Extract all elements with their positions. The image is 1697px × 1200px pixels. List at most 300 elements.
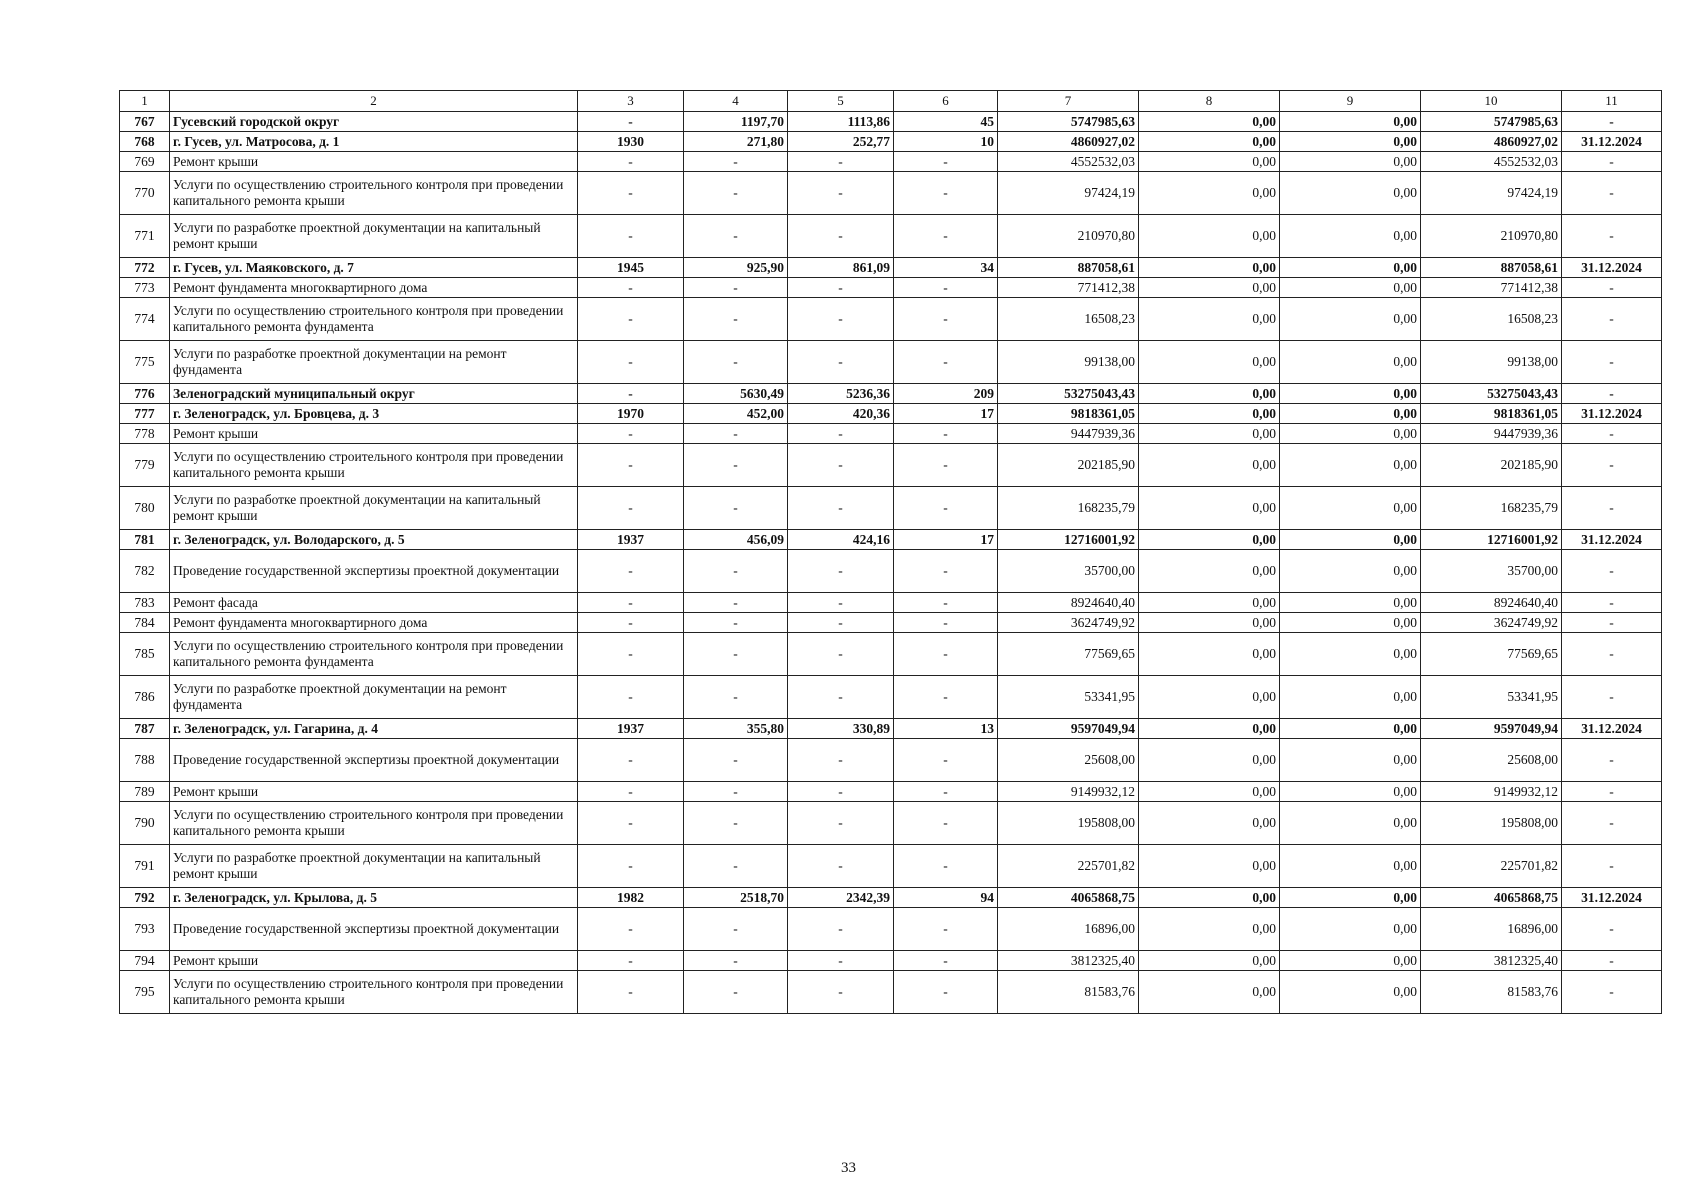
table-row xyxy=(120,341,1662,384)
table-cell-col-9: 0,00 xyxy=(1280,152,1421,172)
table-cell-col-8: 0,00 xyxy=(1139,593,1280,613)
table-row xyxy=(120,719,1662,739)
header-cell: 7 xyxy=(998,91,1139,112)
table-cell-col-1: 792 xyxy=(120,888,170,908)
table-cell-col-3: - xyxy=(578,487,684,530)
table-row xyxy=(120,613,1662,633)
table-cell-col-7: 4552532,03 xyxy=(998,152,1139,172)
table-cell-col-1: 783 xyxy=(120,593,170,613)
table-body xyxy=(120,91,1662,1014)
table-cell-col-6: - xyxy=(894,845,998,888)
table-row xyxy=(120,278,1662,298)
table-row xyxy=(120,845,1662,888)
table-cell-col-7: 9818361,05 xyxy=(998,404,1139,424)
header-cell: 2 xyxy=(170,91,578,112)
table-cell-col-7: 3812325,40 xyxy=(998,951,1139,971)
table-cell-col-9: 0,00 xyxy=(1280,739,1421,782)
table-cell-col-10: 887058,61 xyxy=(1421,258,1562,278)
table-cell-col-2: Услуги по осуществлению строительного контроля при проведении капитального ремонта крыши xyxy=(170,444,578,487)
table-cell-col-3: - xyxy=(578,278,684,298)
table-cell-col-4: 271,80 xyxy=(684,132,788,152)
table-cell-col-5: 252,77 xyxy=(788,132,894,152)
table-cell-col-6: - xyxy=(894,550,998,593)
table-cell-col-3: - xyxy=(578,613,684,633)
table-cell-col-9: 0,00 xyxy=(1280,384,1421,404)
table-cell-col-7: 81583,76 xyxy=(998,971,1139,1014)
table-cell-col-8: 0,00 xyxy=(1139,215,1280,258)
table-cell-col-6: - xyxy=(894,444,998,487)
header-cell: 11 xyxy=(1562,91,1662,112)
table-cell-col-2: Ремонт крыши xyxy=(170,951,578,971)
table-cell-col-7: 4860927,02 xyxy=(998,132,1139,152)
table-cell-col-8: 0,00 xyxy=(1139,633,1280,676)
table-cell-col-5: - xyxy=(788,739,894,782)
table-cell-col-7: 195808,00 xyxy=(998,802,1139,845)
table-cell-col-9: 0,00 xyxy=(1280,845,1421,888)
table-cell-col-7: 168235,79 xyxy=(998,487,1139,530)
table-cell-col-10: 4552532,03 xyxy=(1421,152,1562,172)
table-cell-col-3: - xyxy=(578,152,684,172)
table-cell-col-6: - xyxy=(894,782,998,802)
table-cell-col-5: - xyxy=(788,172,894,215)
table-cell-col-6: 45 xyxy=(894,112,998,132)
table-cell-col-8: 0,00 xyxy=(1139,258,1280,278)
table-cell-col-3: - xyxy=(578,298,684,341)
table-cell-col-2: г. Зеленоградск, ул. Крылова, д. 5 xyxy=(170,888,578,908)
table-cell-col-2: г. Гусев, ул. Матросова, д. 1 xyxy=(170,132,578,152)
table-cell-col-10: 53341,95 xyxy=(1421,676,1562,719)
table-cell-col-7: 225701,82 xyxy=(998,845,1139,888)
table-cell-col-8: 0,00 xyxy=(1139,951,1280,971)
table-cell-col-6: - xyxy=(894,215,998,258)
table-cell-col-5: - xyxy=(788,845,894,888)
table-cell-col-2: Услуги по разработке проектной документации на ремонт фундамента xyxy=(170,676,578,719)
table-cell-col-8: 0,00 xyxy=(1139,613,1280,633)
table-cell-col-6: - xyxy=(894,298,998,341)
table-cell-col-11: 31.12.2024 xyxy=(1562,888,1662,908)
table-cell-col-3: - xyxy=(578,550,684,593)
table-cell-col-11: - xyxy=(1562,633,1662,676)
table-cell-col-9: 0,00 xyxy=(1280,487,1421,530)
table-cell-col-5: - xyxy=(788,487,894,530)
table-cell-col-10: 3812325,40 xyxy=(1421,951,1562,971)
table-cell-col-11: - xyxy=(1562,739,1662,782)
table-cell-col-11: 31.12.2024 xyxy=(1562,530,1662,550)
table-row xyxy=(120,258,1662,278)
table-row xyxy=(120,444,1662,487)
table-cell-col-10: 210970,80 xyxy=(1421,215,1562,258)
table-cell-col-1: 781 xyxy=(120,530,170,550)
table-cell-col-4: - xyxy=(684,613,788,633)
header-cell: 9 xyxy=(1280,91,1421,112)
table-cell-col-4: - xyxy=(684,633,788,676)
table-cell-col-2: г. Гусев, ул. Маяковского, д. 7 xyxy=(170,258,578,278)
column-number-header xyxy=(120,91,1662,112)
table-cell-col-8: 0,00 xyxy=(1139,530,1280,550)
table-cell-col-1: 779 xyxy=(120,444,170,487)
table-cell-col-4: 5630,49 xyxy=(684,384,788,404)
table-cell-col-1: 790 xyxy=(120,802,170,845)
table-cell-col-9: 0,00 xyxy=(1280,112,1421,132)
table-cell-col-2: Гусевский городской округ xyxy=(170,112,578,132)
table-cell-col-8: 0,00 xyxy=(1139,152,1280,172)
table-cell-col-8: 0,00 xyxy=(1139,782,1280,802)
table-cell-col-9: 0,00 xyxy=(1280,782,1421,802)
table-cell-col-11: - xyxy=(1562,782,1662,802)
table-cell-col-5: - xyxy=(788,444,894,487)
table-cell-col-11: - xyxy=(1562,152,1662,172)
table-cell-col-6: - xyxy=(894,424,998,444)
table-cell-col-3: 1937 xyxy=(578,719,684,739)
table-cell-col-7: 16896,00 xyxy=(998,908,1139,951)
table-cell-col-3: - xyxy=(578,384,684,404)
table-cell-col-1: 773 xyxy=(120,278,170,298)
table-cell-col-3: - xyxy=(578,444,684,487)
table-cell-col-4: 456,09 xyxy=(684,530,788,550)
table-cell-col-5: - xyxy=(788,593,894,613)
table-cell-col-5: - xyxy=(788,341,894,384)
table-cell-col-11: - xyxy=(1562,908,1662,951)
table-cell-col-7: 53275043,43 xyxy=(998,384,1139,404)
table-cell-col-8: 0,00 xyxy=(1139,132,1280,152)
table-cell-col-10: 16508,23 xyxy=(1421,298,1562,341)
table-cell-col-4: - xyxy=(684,152,788,172)
table-cell-col-8: 0,00 xyxy=(1139,739,1280,782)
table-cell-col-3: 1945 xyxy=(578,258,684,278)
table-cell-col-5: 5236,36 xyxy=(788,384,894,404)
table-cell-col-11: - xyxy=(1562,676,1662,719)
table-cell-col-10: 16896,00 xyxy=(1421,908,1562,951)
table-cell-col-5: - xyxy=(788,676,894,719)
table-cell-col-1: 776 xyxy=(120,384,170,404)
table-cell-col-3: - xyxy=(578,341,684,384)
table-cell-col-3: - xyxy=(578,633,684,676)
table-cell-col-9: 0,00 xyxy=(1280,530,1421,550)
table-cell-col-8: 0,00 xyxy=(1139,802,1280,845)
table-cell-col-2: Проведение государственной экспертизы проектной документации xyxy=(170,908,578,951)
table-cell-col-4: - xyxy=(684,971,788,1014)
table-row xyxy=(120,676,1662,719)
table-cell-col-2: Ремонт крыши xyxy=(170,424,578,444)
table-cell-col-8: 0,00 xyxy=(1139,172,1280,215)
table-cell-col-9: 0,00 xyxy=(1280,613,1421,633)
table-row xyxy=(120,172,1662,215)
table-cell-col-7: 77569,65 xyxy=(998,633,1139,676)
table-cell-col-8: 0,00 xyxy=(1139,971,1280,1014)
table-cell-col-7: 25608,00 xyxy=(998,739,1139,782)
table-cell-col-11: 31.12.2024 xyxy=(1562,404,1662,424)
table-cell-col-4: 1197,70 xyxy=(684,112,788,132)
table-cell-col-1: 778 xyxy=(120,424,170,444)
table-cell-col-5: - xyxy=(788,152,894,172)
table-cell-col-1: 770 xyxy=(120,172,170,215)
table-row xyxy=(120,550,1662,593)
table-cell-col-11: - xyxy=(1562,845,1662,888)
table-cell-col-6: - xyxy=(894,802,998,845)
table-cell-col-3: 1930 xyxy=(578,132,684,152)
table-cell-col-2: Услуги по разработке проектной документации на капитальный ремонт крыши xyxy=(170,487,578,530)
table-cell-col-2: Ремонт фундамента многоквартирного дома xyxy=(170,613,578,633)
table-cell-col-7: 9597049,94 xyxy=(998,719,1139,739)
table-cell-col-4: - xyxy=(684,676,788,719)
table-cell-col-4: - xyxy=(684,951,788,971)
table-cell-col-10: 97424,19 xyxy=(1421,172,1562,215)
table-cell-col-9: 0,00 xyxy=(1280,802,1421,845)
table-cell-col-5: 1113,86 xyxy=(788,112,894,132)
table-cell-col-10: 771412,38 xyxy=(1421,278,1562,298)
table-cell-col-1: 777 xyxy=(120,404,170,424)
table-cell-col-2: Услуги по осуществлению строительного контроля при проведении капитального ремонта крыши xyxy=(170,802,578,845)
table-cell-col-5: 2342,39 xyxy=(788,888,894,908)
table-row xyxy=(120,298,1662,341)
table-cell-col-2: Услуги по разработке проектной документации на капитальный ремонт крыши xyxy=(170,215,578,258)
table-cell-col-9: 0,00 xyxy=(1280,888,1421,908)
table-cell-col-6: 209 xyxy=(894,384,998,404)
table-cell-col-6: 94 xyxy=(894,888,998,908)
table-cell-col-5: - xyxy=(788,802,894,845)
table-cell-col-7: 771412,38 xyxy=(998,278,1139,298)
table-cell-col-6: - xyxy=(894,172,998,215)
table-cell-col-4: - xyxy=(684,444,788,487)
table-cell-col-1: 787 xyxy=(120,719,170,739)
table-cell-col-6: - xyxy=(894,278,998,298)
table-cell-col-8: 0,00 xyxy=(1139,908,1280,951)
table-cell-col-2: г. Зеленоградск, ул. Бровцева, д. 3 xyxy=(170,404,578,424)
table-cell-col-11: - xyxy=(1562,384,1662,404)
table-cell-col-5: - xyxy=(788,550,894,593)
table-cell-col-5: - xyxy=(788,613,894,633)
table-cell-col-4: - xyxy=(684,487,788,530)
table-cell-col-11: - xyxy=(1562,613,1662,633)
table-cell-col-7: 3624749,92 xyxy=(998,613,1139,633)
header-cell: 4 xyxy=(684,91,788,112)
table-cell-col-9: 0,00 xyxy=(1280,593,1421,613)
table-cell-col-10: 25608,00 xyxy=(1421,739,1562,782)
table-cell-col-10: 99138,00 xyxy=(1421,341,1562,384)
table-cell-col-4: 925,90 xyxy=(684,258,788,278)
table-cell-col-2: Ремонт фундамента многоквартирного дома xyxy=(170,278,578,298)
table-cell-col-11: - xyxy=(1562,215,1662,258)
table-cell-col-11: - xyxy=(1562,550,1662,593)
table-cell-col-2: Услуги по осуществлению строительного контроля при проведении капитального ремонта крыши xyxy=(170,172,578,215)
table-cell-col-3: - xyxy=(578,739,684,782)
table-cell-col-5: - xyxy=(788,782,894,802)
table-cell-col-5: - xyxy=(788,951,894,971)
table-row xyxy=(120,487,1662,530)
header-cell: 5 xyxy=(788,91,894,112)
table-row xyxy=(120,739,1662,782)
table-cell-col-7: 16508,23 xyxy=(998,298,1139,341)
table-cell-col-6: - xyxy=(894,341,998,384)
table-cell-col-7: 35700,00 xyxy=(998,550,1139,593)
table-cell-col-9: 0,00 xyxy=(1280,908,1421,951)
table-row xyxy=(120,404,1662,424)
table-cell-col-7: 202185,90 xyxy=(998,444,1139,487)
table-cell-col-1: 788 xyxy=(120,739,170,782)
header-cell: 8 xyxy=(1139,91,1280,112)
table-cell-col-1: 772 xyxy=(120,258,170,278)
table-cell-col-7: 97424,19 xyxy=(998,172,1139,215)
table-cell-col-7: 9447939,36 xyxy=(998,424,1139,444)
table-cell-col-11: - xyxy=(1562,341,1662,384)
table-cell-col-6: 17 xyxy=(894,404,998,424)
table-cell-col-2: Ремонт фасада xyxy=(170,593,578,613)
table-cell-col-4: - xyxy=(684,424,788,444)
table-cell-col-5: 424,16 xyxy=(788,530,894,550)
table-cell-col-1: 786 xyxy=(120,676,170,719)
table-cell-col-10: 81583,76 xyxy=(1421,971,1562,1014)
table-cell-col-9: 0,00 xyxy=(1280,278,1421,298)
table-cell-col-1: 791 xyxy=(120,845,170,888)
table-cell-col-11: - xyxy=(1562,971,1662,1014)
table-row xyxy=(120,971,1662,1014)
header-cell: 1 xyxy=(120,91,170,112)
table-row xyxy=(120,951,1662,971)
table-cell-col-3: - xyxy=(578,908,684,951)
table-cell-col-1: 784 xyxy=(120,613,170,633)
table-row xyxy=(120,593,1662,613)
table-row xyxy=(120,384,1662,404)
table-cell-col-8: 0,00 xyxy=(1139,550,1280,593)
table-cell-col-10: 77569,65 xyxy=(1421,633,1562,676)
table-cell-col-7: 8924640,40 xyxy=(998,593,1139,613)
table-cell-col-11: - xyxy=(1562,172,1662,215)
table-cell-col-4: - xyxy=(684,215,788,258)
table-cell-col-11: - xyxy=(1562,951,1662,971)
table-cell-col-6: - xyxy=(894,593,998,613)
table-cell-col-5: - xyxy=(788,908,894,951)
table-cell-col-2: Ремонт крыши xyxy=(170,152,578,172)
table-cell-col-6: - xyxy=(894,633,998,676)
table-row xyxy=(120,215,1662,258)
table-cell-col-1: 768 xyxy=(120,132,170,152)
table-cell-col-1: 775 xyxy=(120,341,170,384)
table-cell-col-1: 767 xyxy=(120,112,170,132)
table-cell-col-1: 795 xyxy=(120,971,170,1014)
table-cell-col-8: 0,00 xyxy=(1139,487,1280,530)
table-cell-col-8: 0,00 xyxy=(1139,341,1280,384)
table-cell-col-9: 0,00 xyxy=(1280,719,1421,739)
table-cell-col-6: - xyxy=(894,739,998,782)
table-cell-col-8: 0,00 xyxy=(1139,384,1280,404)
table-cell-col-5: - xyxy=(788,298,894,341)
table-cell-col-1: 785 xyxy=(120,633,170,676)
table-cell-col-11: - xyxy=(1562,802,1662,845)
table-row xyxy=(120,888,1662,908)
table-cell-col-3: - xyxy=(578,112,684,132)
table-row xyxy=(120,782,1662,802)
table-cell-col-11: - xyxy=(1562,112,1662,132)
table-cell-col-9: 0,00 xyxy=(1280,951,1421,971)
table-cell-col-7: 99138,00 xyxy=(998,341,1139,384)
table-cell-col-9: 0,00 xyxy=(1280,676,1421,719)
table-cell-col-11: 31.12.2024 xyxy=(1562,132,1662,152)
table-cell-col-1: 774 xyxy=(120,298,170,341)
table-cell-col-5: 861,09 xyxy=(788,258,894,278)
table-row xyxy=(120,132,1662,152)
table-cell-col-9: 0,00 xyxy=(1280,132,1421,152)
table-row xyxy=(120,633,1662,676)
table-cell-col-4: 2518,70 xyxy=(684,888,788,908)
table-cell-col-2: г. Зеленоградск, ул. Володарского, д. 5 xyxy=(170,530,578,550)
table-cell-col-9: 0,00 xyxy=(1280,550,1421,593)
table-cell-col-5: 420,36 xyxy=(788,404,894,424)
table-cell-col-10: 202185,90 xyxy=(1421,444,1562,487)
table-cell-col-3: - xyxy=(578,593,684,613)
table-cell-col-4: - xyxy=(684,782,788,802)
table-cell-col-1: 771 xyxy=(120,215,170,258)
table-cell-col-2: Проведение государственной экспертизы проектной документации xyxy=(170,550,578,593)
table-cell-col-8: 0,00 xyxy=(1139,719,1280,739)
table-cell-col-3: - xyxy=(578,172,684,215)
table-cell-col-3: 1937 xyxy=(578,530,684,550)
table-cell-col-8: 0,00 xyxy=(1139,278,1280,298)
table-cell-col-6: - xyxy=(894,908,998,951)
table-cell-col-1: 782 xyxy=(120,550,170,593)
table-cell-col-10: 9149932,12 xyxy=(1421,782,1562,802)
table-cell-col-4: - xyxy=(684,172,788,215)
table-cell-col-3: 1982 xyxy=(578,888,684,908)
table-cell-col-6: - xyxy=(894,487,998,530)
table-cell-col-8: 0,00 xyxy=(1139,676,1280,719)
table-cell-col-2: Услуги по осуществлению строительного контроля при проведении капитального ремонта фундамента xyxy=(170,633,578,676)
header-cell: 6 xyxy=(894,91,998,112)
table-cell-col-4: - xyxy=(684,739,788,782)
table-cell-col-4: - xyxy=(684,341,788,384)
table-cell-col-2: г. Зеленоградск, ул. Гагарина, д. 4 xyxy=(170,719,578,739)
table-cell-col-10: 8924640,40 xyxy=(1421,593,1562,613)
header-cell: 3 xyxy=(578,91,684,112)
table-cell-col-6: 34 xyxy=(894,258,998,278)
table-cell-col-9: 0,00 xyxy=(1280,424,1421,444)
table-cell-col-6: - xyxy=(894,951,998,971)
table-cell-col-8: 0,00 xyxy=(1139,298,1280,341)
table-cell-col-11: 31.12.2024 xyxy=(1562,258,1662,278)
table-cell-col-8: 0,00 xyxy=(1139,845,1280,888)
table-cell-col-11: 31.12.2024 xyxy=(1562,719,1662,739)
table-cell-col-8: 0,00 xyxy=(1139,112,1280,132)
capital-repair-table xyxy=(119,90,1662,1014)
table-cell-col-4: - xyxy=(684,298,788,341)
table-cell-col-2: Услуги по разработке проектной документации на ремонт фундамента xyxy=(170,341,578,384)
table-cell-col-11: - xyxy=(1562,278,1662,298)
table-cell-col-3: - xyxy=(578,802,684,845)
header-cell: 10 xyxy=(1421,91,1562,112)
table-cell-col-9: 0,00 xyxy=(1280,971,1421,1014)
table-cell-col-3: - xyxy=(578,845,684,888)
table-cell-col-10: 53275043,43 xyxy=(1421,384,1562,404)
table-row xyxy=(120,152,1662,172)
table-cell-col-10: 12716001,92 xyxy=(1421,530,1562,550)
table-cell-col-2: Ремонт крыши xyxy=(170,782,578,802)
table-cell-col-10: 5747985,63 xyxy=(1421,112,1562,132)
table-cell-col-3: - xyxy=(578,951,684,971)
table-cell-col-6: 13 xyxy=(894,719,998,739)
table-cell-col-11: - xyxy=(1562,593,1662,613)
table-cell-col-4: - xyxy=(684,908,788,951)
table-cell-col-1: 794 xyxy=(120,951,170,971)
table-cell-col-7: 4065868,75 xyxy=(998,888,1139,908)
table-cell-col-1: 789 xyxy=(120,782,170,802)
table-cell-col-2: Услуги по осуществлению строительного контроля при проведении капитального ремонта крыши xyxy=(170,971,578,1014)
table-cell-col-7: 9149932,12 xyxy=(998,782,1139,802)
table-cell-col-2: Услуги по осуществлению строительного контроля при проведении капитального ремонта фундамента xyxy=(170,298,578,341)
table-row xyxy=(120,802,1662,845)
table-cell-col-3: - xyxy=(578,215,684,258)
table-cell-col-7: 210970,80 xyxy=(998,215,1139,258)
table-cell-col-9: 0,00 xyxy=(1280,298,1421,341)
table-cell-col-9: 0,00 xyxy=(1280,215,1421,258)
